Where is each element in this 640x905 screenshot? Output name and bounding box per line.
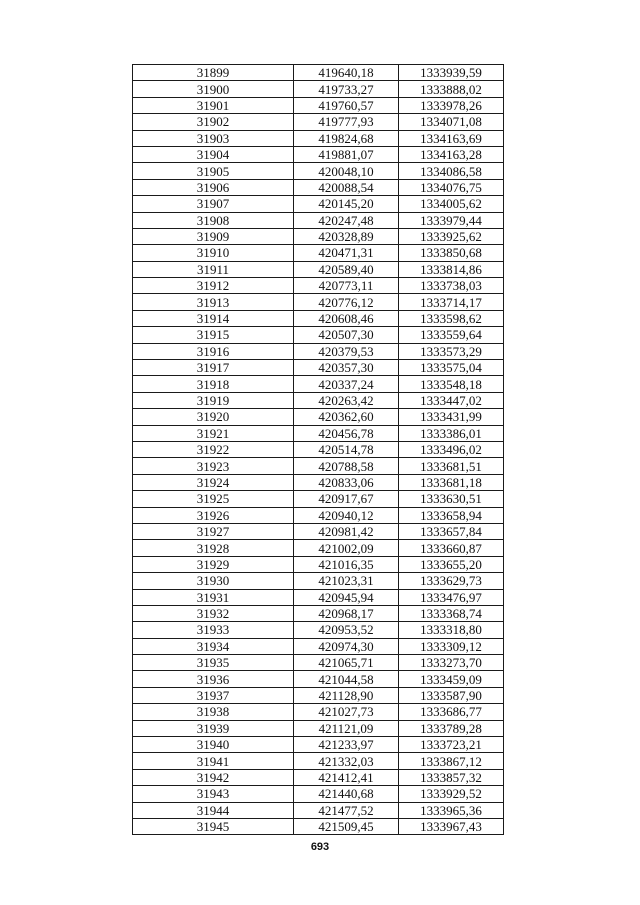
y-coordinate-cell: 1333925,62 (399, 228, 504, 244)
x-coordinate-cell: 420507,30 (294, 327, 399, 343)
point-id-cell: 31927 (133, 523, 294, 539)
y-coordinate-cell: 1333273,70 (399, 655, 504, 671)
x-coordinate-cell: 420357,30 (294, 360, 399, 376)
point-id-cell: 31942 (133, 769, 294, 785)
y-coordinate-cell: 1333967,43 (399, 818, 504, 834)
table-row (133, 261, 504, 277)
table-row (133, 589, 504, 605)
point-id-cell: 31922 (133, 441, 294, 457)
table-row (133, 310, 504, 326)
point-id-cell: 31905 (133, 163, 294, 179)
point-id-cell: 31925 (133, 491, 294, 507)
x-coordinate-cell: 420263,42 (294, 392, 399, 408)
x-coordinate-cell: 419824,68 (294, 130, 399, 146)
coordinates-table-body (133, 65, 504, 835)
x-coordinate-cell: 420953,52 (294, 622, 399, 638)
point-id-cell: 31928 (133, 540, 294, 556)
x-coordinate-cell: 421477,52 (294, 802, 399, 818)
x-coordinate-cell: 421332,03 (294, 753, 399, 769)
x-coordinate-cell: 421440,68 (294, 786, 399, 802)
point-id-cell: 31907 (133, 196, 294, 212)
point-id-cell: 31917 (133, 360, 294, 376)
x-coordinate-cell: 419733,27 (294, 81, 399, 97)
y-coordinate-cell: 1333309,12 (399, 638, 504, 654)
y-coordinate-cell: 1333979,44 (399, 212, 504, 228)
y-coordinate-cell: 1333681,18 (399, 474, 504, 490)
table-row (133, 474, 504, 490)
x-coordinate-cell: 420981,42 (294, 523, 399, 539)
y-coordinate-cell: 1333850,68 (399, 245, 504, 261)
x-coordinate-cell: 421128,90 (294, 687, 399, 703)
point-id-cell: 31936 (133, 671, 294, 687)
point-id-cell: 31944 (133, 802, 294, 818)
y-coordinate-cell: 1334163,69 (399, 130, 504, 146)
y-coordinate-cell: 1333630,51 (399, 491, 504, 507)
point-id-cell: 31921 (133, 425, 294, 441)
x-coordinate-cell: 421027,73 (294, 704, 399, 720)
table-row (133, 441, 504, 457)
x-coordinate-cell: 420788,58 (294, 458, 399, 474)
x-coordinate-cell: 420088,54 (294, 179, 399, 195)
table-row (133, 179, 504, 195)
table-row (133, 818, 504, 834)
x-coordinate-cell: 420456,78 (294, 425, 399, 441)
x-coordinate-cell: 420589,40 (294, 261, 399, 277)
page-number: 693 (310, 841, 330, 853)
table-row (133, 81, 504, 97)
y-coordinate-cell: 1333965,36 (399, 802, 504, 818)
x-coordinate-cell: 421044,58 (294, 671, 399, 687)
point-id-cell: 31938 (133, 704, 294, 720)
y-coordinate-cell: 1333655,20 (399, 556, 504, 572)
x-coordinate-cell: 421509,45 (294, 818, 399, 834)
table-row (133, 212, 504, 228)
point-id-cell: 31932 (133, 605, 294, 621)
table-row (133, 146, 504, 162)
y-coordinate-cell: 1333814,86 (399, 261, 504, 277)
y-coordinate-cell: 1333939,59 (399, 65, 504, 81)
x-coordinate-cell: 420833,06 (294, 474, 399, 490)
point-id-cell: 31926 (133, 507, 294, 523)
table-row (133, 228, 504, 244)
y-coordinate-cell: 1334163,28 (399, 146, 504, 162)
table-row (133, 425, 504, 441)
table-row (133, 671, 504, 687)
table-row (133, 278, 504, 294)
table-row (133, 540, 504, 556)
y-coordinate-cell: 1333431,99 (399, 409, 504, 425)
y-coordinate-cell: 1333657,84 (399, 523, 504, 539)
table-row (133, 97, 504, 113)
table-row (133, 360, 504, 376)
table-row (133, 343, 504, 359)
x-coordinate-cell: 420145,20 (294, 196, 399, 212)
x-coordinate-cell: 420974,30 (294, 638, 399, 654)
point-id-cell: 31937 (133, 687, 294, 703)
x-coordinate-cell: 420247,48 (294, 212, 399, 228)
y-coordinate-cell: 1333681,51 (399, 458, 504, 474)
x-coordinate-cell: 420773,11 (294, 278, 399, 294)
table-row (133, 720, 504, 736)
table-row (133, 704, 504, 720)
table-row (133, 655, 504, 671)
x-coordinate-cell: 420945,94 (294, 589, 399, 605)
y-coordinate-cell: 1333575,04 (399, 360, 504, 376)
point-id-cell: 31918 (133, 376, 294, 392)
table-row (133, 622, 504, 638)
y-coordinate-cell: 1333386,01 (399, 425, 504, 441)
y-coordinate-cell: 1334005,62 (399, 196, 504, 212)
y-coordinate-cell: 1333598,62 (399, 310, 504, 326)
y-coordinate-cell: 1334071,08 (399, 114, 504, 130)
table-row (133, 130, 504, 146)
point-id-cell: 31923 (133, 458, 294, 474)
point-id-cell: 31939 (133, 720, 294, 736)
x-coordinate-cell: 421016,35 (294, 556, 399, 572)
y-coordinate-cell: 1333929,52 (399, 786, 504, 802)
x-coordinate-cell: 420514,78 (294, 441, 399, 457)
table-row (133, 392, 504, 408)
point-id-cell: 31945 (133, 818, 294, 834)
table-row (133, 196, 504, 212)
x-coordinate-cell: 420776,12 (294, 294, 399, 310)
table-row (133, 605, 504, 621)
point-id-cell: 31924 (133, 474, 294, 490)
y-coordinate-cell: 1333686,77 (399, 704, 504, 720)
point-id-cell: 31900 (133, 81, 294, 97)
y-coordinate-cell: 1333738,03 (399, 278, 504, 294)
y-coordinate-cell: 1333888,02 (399, 81, 504, 97)
point-id-cell: 31903 (133, 130, 294, 146)
table-row (133, 327, 504, 343)
point-id-cell: 31906 (133, 179, 294, 195)
table-row (133, 507, 504, 523)
x-coordinate-cell: 419777,93 (294, 114, 399, 130)
x-coordinate-cell: 421121,09 (294, 720, 399, 736)
point-id-cell: 31912 (133, 278, 294, 294)
point-id-cell: 31902 (133, 114, 294, 130)
point-id-cell: 31940 (133, 737, 294, 753)
point-id-cell: 31911 (133, 261, 294, 277)
point-id-cell: 31910 (133, 245, 294, 261)
y-coordinate-cell: 1334086,58 (399, 163, 504, 179)
y-coordinate-cell: 1333476,97 (399, 589, 504, 605)
table-row (133, 687, 504, 703)
y-coordinate-cell: 1333658,94 (399, 507, 504, 523)
point-id-cell: 31901 (133, 97, 294, 113)
point-id-cell: 31899 (133, 65, 294, 81)
point-id-cell: 31919 (133, 392, 294, 408)
y-coordinate-cell: 1333789,28 (399, 720, 504, 736)
x-coordinate-cell: 420337,24 (294, 376, 399, 392)
y-coordinate-cell: 1333559,64 (399, 327, 504, 343)
y-coordinate-cell: 1333318,80 (399, 622, 504, 638)
x-coordinate-cell: 420362,60 (294, 409, 399, 425)
table-row (133, 65, 504, 81)
table-row (133, 769, 504, 785)
point-id-cell: 31931 (133, 589, 294, 605)
x-coordinate-cell: 419760,57 (294, 97, 399, 113)
table-row (133, 573, 504, 589)
y-coordinate-cell: 1334076,75 (399, 179, 504, 195)
point-id-cell: 31934 (133, 638, 294, 654)
x-coordinate-cell: 420917,67 (294, 491, 399, 507)
x-coordinate-cell: 421412,41 (294, 769, 399, 785)
point-id-cell: 31908 (133, 212, 294, 228)
point-id-cell: 31941 (133, 753, 294, 769)
y-coordinate-cell: 1333548,18 (399, 376, 504, 392)
point-id-cell: 31913 (133, 294, 294, 310)
y-coordinate-cell: 1333867,12 (399, 753, 504, 769)
point-id-cell: 31916 (133, 343, 294, 359)
y-coordinate-cell: 1333978,26 (399, 97, 504, 113)
table-row (133, 523, 504, 539)
y-coordinate-cell: 1333573,29 (399, 343, 504, 359)
table-row (133, 802, 504, 818)
point-id-cell: 31929 (133, 556, 294, 572)
y-coordinate-cell: 1333496,02 (399, 441, 504, 457)
x-coordinate-cell: 419640,18 (294, 65, 399, 81)
table-row (133, 409, 504, 425)
x-coordinate-cell: 420940,12 (294, 507, 399, 523)
coordinates-table (132, 64, 504, 835)
point-id-cell: 31904 (133, 146, 294, 162)
x-coordinate-cell: 421002,09 (294, 540, 399, 556)
y-coordinate-cell: 1333660,87 (399, 540, 504, 556)
y-coordinate-cell: 1333587,90 (399, 687, 504, 703)
table-row (133, 491, 504, 507)
table-row (133, 245, 504, 261)
point-id-cell: 31909 (133, 228, 294, 244)
table-row (133, 638, 504, 654)
table-row (133, 163, 504, 179)
table-row (133, 556, 504, 572)
y-coordinate-cell: 1333857,32 (399, 769, 504, 785)
x-coordinate-cell: 421233,97 (294, 737, 399, 753)
table-row (133, 294, 504, 310)
x-coordinate-cell: 420328,89 (294, 228, 399, 244)
point-id-cell: 31930 (133, 573, 294, 589)
x-coordinate-cell: 420968,17 (294, 605, 399, 621)
y-coordinate-cell: 1333723,21 (399, 737, 504, 753)
x-coordinate-cell: 421023,31 (294, 573, 399, 589)
x-coordinate-cell: 420048,10 (294, 163, 399, 179)
x-coordinate-cell: 421065,71 (294, 655, 399, 671)
y-coordinate-cell: 1333629,73 (399, 573, 504, 589)
point-id-cell: 31943 (133, 786, 294, 802)
table-row (133, 786, 504, 802)
y-coordinate-cell: 1333459,09 (399, 671, 504, 687)
point-id-cell: 31933 (133, 622, 294, 638)
y-coordinate-cell: 1333714,17 (399, 294, 504, 310)
point-id-cell: 31914 (133, 310, 294, 326)
table-row (133, 737, 504, 753)
x-coordinate-cell: 420608,46 (294, 310, 399, 326)
y-coordinate-cell: 1333368,74 (399, 605, 504, 621)
point-id-cell: 31915 (133, 327, 294, 343)
table-row (133, 458, 504, 474)
table-row (133, 753, 504, 769)
table-row (133, 114, 504, 130)
x-coordinate-cell: 419881,07 (294, 146, 399, 162)
x-coordinate-cell: 420379,53 (294, 343, 399, 359)
point-id-cell: 31920 (133, 409, 294, 425)
table-row (133, 376, 504, 392)
point-id-cell: 31935 (133, 655, 294, 671)
x-coordinate-cell: 420471,31 (294, 245, 399, 261)
y-coordinate-cell: 1333447,02 (399, 392, 504, 408)
